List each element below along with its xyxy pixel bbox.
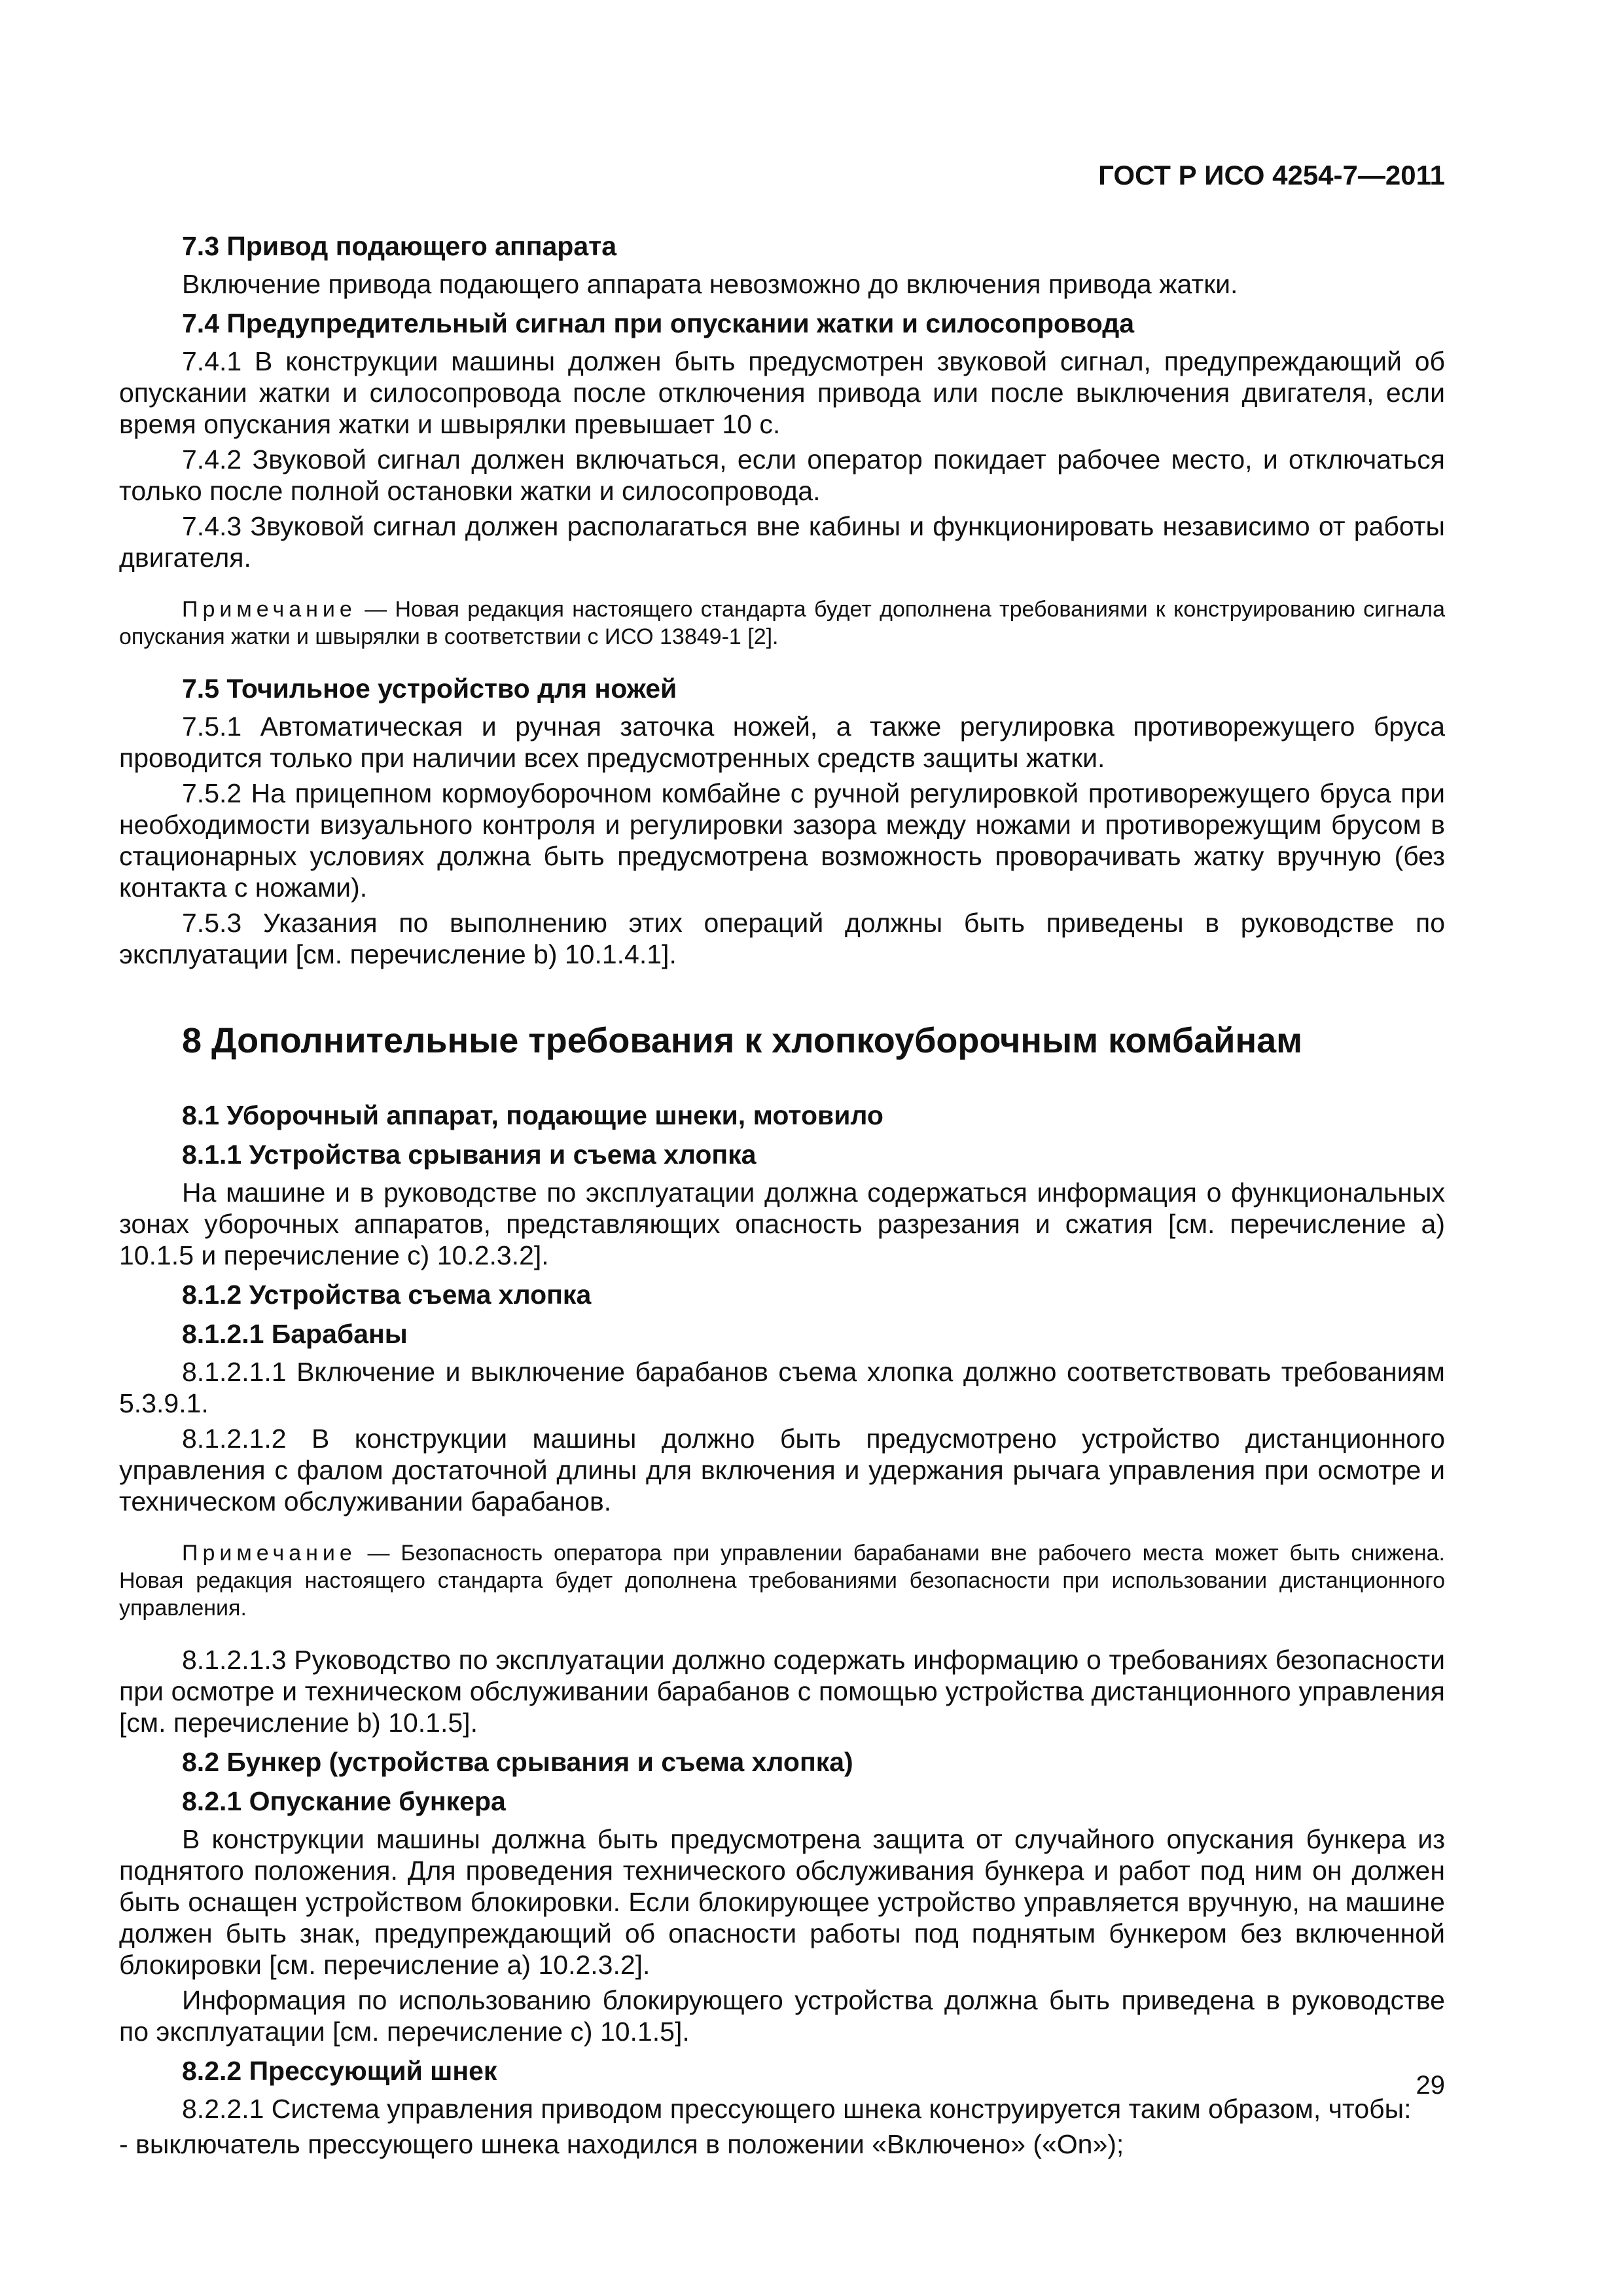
section-8-1-1-title: 8.1.1 Устройства срывания и съема хлопка (182, 1139, 757, 1170)
section-7-3-title: 7.3 Привод подающего аппарата (182, 231, 617, 261)
note (119, 596, 1445, 651)
paragraph: На машине и в руководстве по эксплуатации должна содержаться информация о функциональных зонах уборочных аппаратов, представляющих опасность разрезания и сжатия [см. перечисление а) 10.1.5 и перечисление с) 10.2.3.2]. (119, 1177, 1445, 1270)
paragraph: 8.2.2.1 Система управления приводом прессующего шнека конструируется таким образом, чтобы: (182, 2094, 1412, 2124)
section-8-2-1-title: 8.2.1 Опускание бункера (182, 1786, 506, 1816)
page-number: 29 (1416, 2071, 1445, 2100)
section-8-title: 8 Дополнительные требования к хлопкоуборочным комбайнам (182, 1021, 1303, 1060)
paragraph: Информация по использованию блокирующего устройства должна быть приведена в руководстве по эксплуатации [см. перечисление с) 10.1.5]. (119, 1985, 1445, 2047)
paragraph: 7.4.3 Звуковой сигнал должен располагаться вне кабины и функционировать независимо от работы двигателя. (119, 511, 1445, 573)
note (119, 1539, 1445, 1622)
paragraph: 8.1.2.1.2 В конструкции машины должно быть предусмотрено устройство дистанционного управления с фалом достаточной длины для включения и удержания рычага управления при осмотре и техническом обслуживании барабанов. (119, 1424, 1445, 1516)
paragraph: Включение привода подающего аппарата невозможно до включения привода жатки. (182, 269, 1238, 299)
paragraph: 7.5.2 На прицепном кормоуборочном комбайне с ручной регулировкой противорежущего бруса при необходимости визуального контроля и регулировки зазора между ножами и противорежущим брусом в стационарных условиях должна быть предусмотрена возможность проворачивать жатку вручную (без контакта с ножами). (119, 778, 1445, 903)
paragraph: 7.4.2 Звуковой сигнал должен включаться, если оператор покидает рабочее место, и отключаться только после полной остановки жатки и силосопровода. (119, 444, 1445, 506)
paragraph: 7.5.3 Указания по выполнению этих операций должны быть приведены в руководстве по эксплуатации [см. перечисление b) 10.1.4.1]. (119, 908, 1445, 969)
note-text: — Безопасность оператора при управлении барабанами вне рабочего места может быть снижена. Новая редакция настоящего стандарта будет дополнена требованиями безопасности при использовании дистанционного управления. (119, 1541, 1445, 1621)
section-8-2-2-title: 8.2.2 Прессующий шнек (182, 2056, 497, 2086)
section-8-1-2-title: 8.1.2 Устройства съема хлопка (182, 1280, 592, 1310)
paragraph: 8.1.2.1.3 Руководство по эксплуатации должно содержать информацию о требованиях безопасности при осмотре и техническом обслуживании барабанов с помощью устройства дистанционного управления [см. перечисление b) 10.1.5]. (119, 1645, 1445, 1738)
paragraph: 7.4.1 В конструкции машины должен быть предусмотрен звуковой сигнал, предупреждающий об опускании жатки и силосопровода после отключения привода или после выключения двигателя, если время опускания жатки и швырялки превышает 10 с. (119, 346, 1445, 439)
list-item: - выключатель прессующего шнека находился в положении «Включено» («On»); (119, 2129, 1124, 2159)
section-8-2-title: 8.2 Бункер (устройства срывания и съема хлопка) (182, 1747, 853, 1777)
note-label: Примечание (182, 1541, 357, 1566)
note-label: Примечание (182, 597, 357, 622)
document-number-header: ГОСТ Р ИСО 4254-7—2011 (1098, 160, 1445, 190)
paragraph: В конструкции машины должна быть предусмотрена защита от случайного опускания бункера из поднятого положения. Для проведения технического обслуживания бункера и работ под ним он должен быть оснащен устройством блокировки. Если блокирующее устройство управляется вручную, на машине должен быть знак, предупреждающий об опасности работы под поднятым бункером без включенной блокировки [см. перечисление а) 10.2.3.2]. (119, 1824, 1445, 1980)
section-8-1-2-1-title: 8.1.2.1 Барабаны (182, 1319, 408, 1349)
section-8-1-title: 8.1 Уборочный аппарат, подающие шнеки, мотовило (182, 1100, 883, 1130)
section-7-4-title: 7.4 Предупредительный сигнал при опускании жатки и силосопровода (182, 308, 1135, 338)
note-text: — Новая редакция настоящего стандарта будет дополнена требованиями к конструированию сигнала опускания жатки и швырялки в соответствии с ИСО 13849-1 [2]. (119, 597, 1445, 649)
paragraph: 8.1.2.1.1 Включение и выключение барабанов съема хлопка должно соответствовать требованиям 5.3.9.1. (119, 1357, 1445, 1418)
paragraph: 7.5.1 Автоматическая и ручная заточка ножей, а также регулировка противорежущего бруса проводится только при наличии всех предусмотренных средств защиты жатки. (119, 711, 1445, 773)
section-7-5-title: 7.5 Точильное устройство для ножей (182, 673, 677, 704)
